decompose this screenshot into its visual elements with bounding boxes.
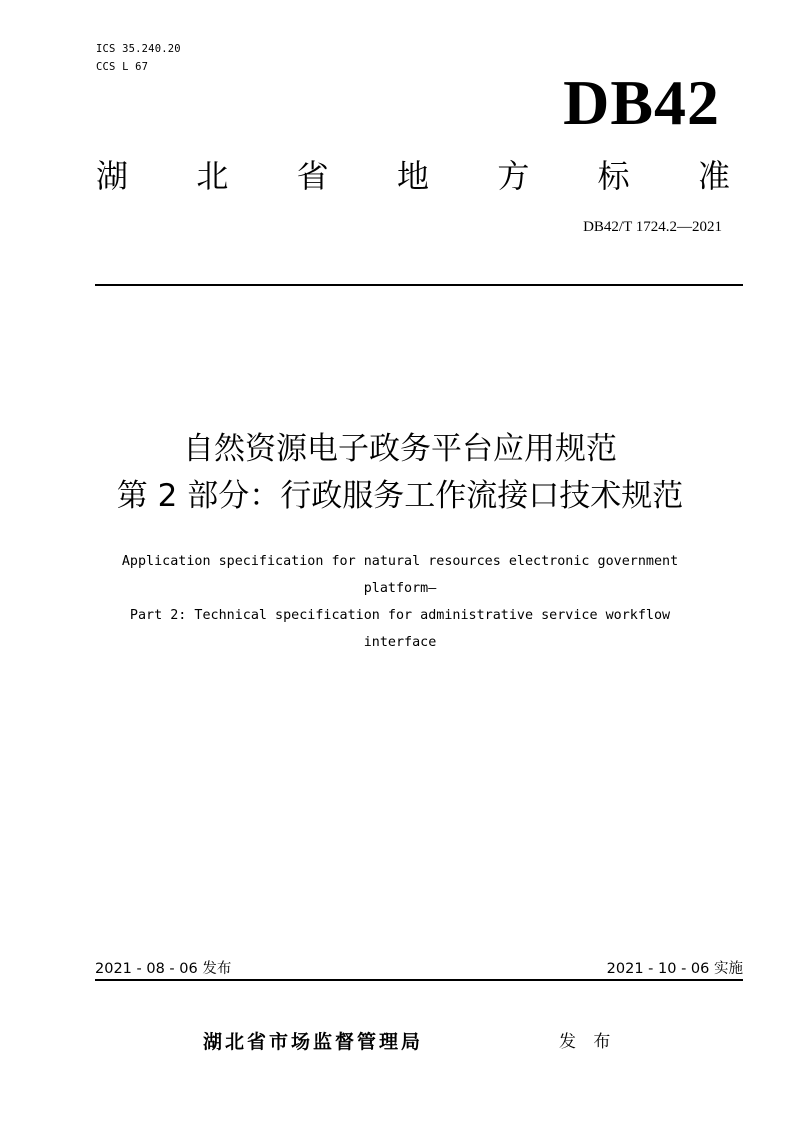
standard-type-char: 北 bbox=[196, 157, 229, 195]
standard-type-char: 湖 bbox=[96, 157, 129, 195]
chinese-title-line-2: 第 2 部分：行政服务工作流接口技术规范 bbox=[116, 478, 684, 514]
implementation-date: 2021 - 10 - 06 实施 bbox=[606, 961, 743, 977]
english-title-line: platform— bbox=[363, 581, 437, 596]
standard-number: DB42/T 1724.2—2021 bbox=[583, 219, 722, 235]
standard-type-char: 方 bbox=[497, 157, 530, 195]
footer-divider bbox=[95, 979, 743, 981]
standard-type-char: 省 bbox=[296, 157, 329, 195]
ics-code: ICS 35.240.20 bbox=[96, 43, 181, 55]
chinese-title-line-1: 自然资源电子政务平台应用规范 bbox=[183, 431, 617, 467]
date-row bbox=[95, 958, 743, 980]
english-title-line: interface bbox=[363, 635, 437, 650]
ccs-code: CCS L 67 bbox=[96, 61, 149, 73]
standard-type-char: 地 bbox=[396, 157, 429, 195]
standard-type-char: 标 bbox=[597, 157, 630, 195]
publish-label: 发 布 bbox=[559, 1032, 617, 1052]
issuing-authority: 湖北省市场监督管理局 bbox=[203, 1031, 424, 1053]
standard-type-title bbox=[96, 154, 730, 198]
classification-codes bbox=[96, 40, 181, 76]
standard-type-char: 准 bbox=[697, 157, 730, 195]
standard-code-heading: DB42 bbox=[563, 67, 720, 138]
release-date: 2021 - 08 - 06 发布 bbox=[95, 961, 232, 977]
english-title-line: Part 2: Technical specification for administrative service workflow bbox=[129, 608, 671, 623]
chinese-title bbox=[0, 426, 800, 520]
english-title bbox=[60, 548, 740, 656]
english-title-line: Application specification for natural resources electronic government bbox=[121, 554, 679, 569]
header-divider bbox=[95, 284, 743, 286]
